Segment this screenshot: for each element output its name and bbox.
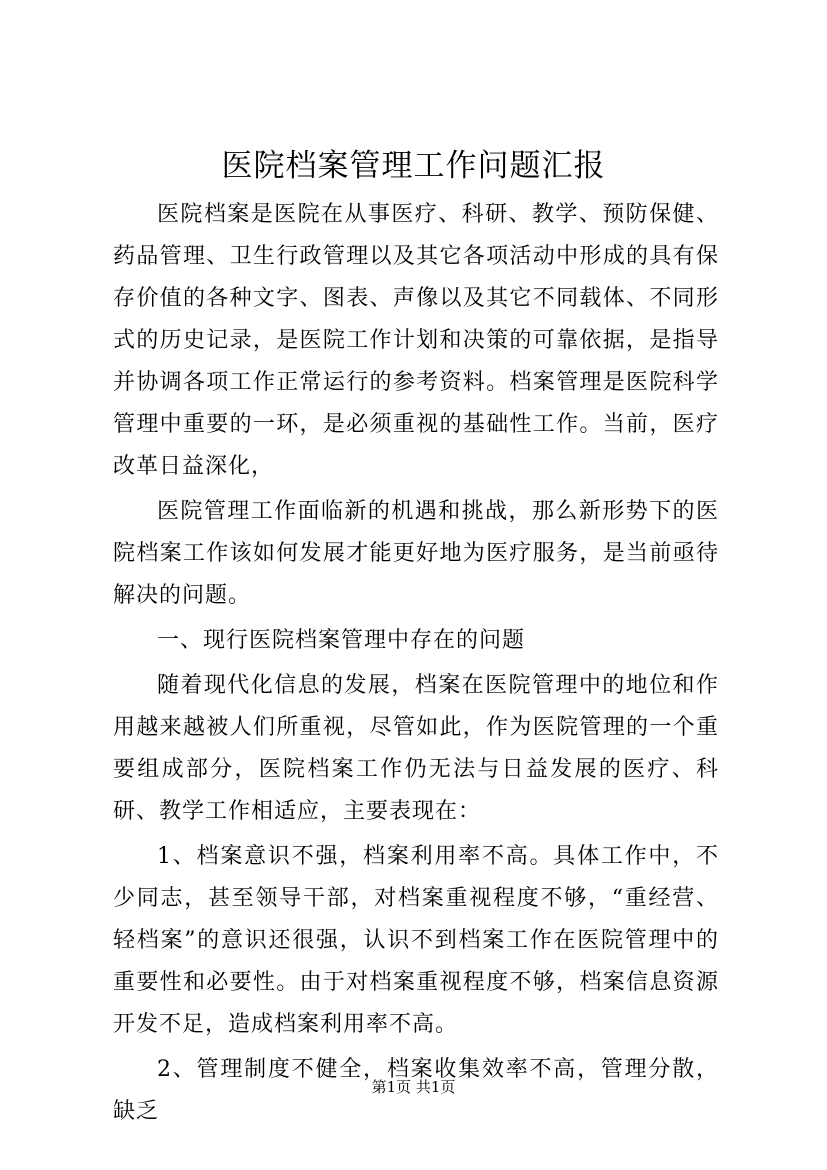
paragraph-point-1: 1、档案意识不强，档案利用率不高。具体工作中，不少同志，甚至领导干部，对档案重视程度不够，“重经营、轻档案”的意识还很强，认识不到档案工作在医院管理中的重要性和必要性。由于对档案重视程度不够，档案信息资源开发不足，造成档案利用率不高。 [113, 844, 719, 1037]
paragraph-challenges: 医院管理工作面临新的机遇和挑战，那么新形势下的医院档案工作该如何发展才能更好地为医疗服务，是当前亟待解决的问题。 [113, 499, 719, 608]
section-heading-problems: 一、现行医院档案管理中存在的问题 [157, 628, 526, 653]
paragraph-point-2: 2、管理制度不健全，档案收集效率不高，管理分散，缺乏 [113, 1057, 719, 1124]
document-title: 医院档案管理工作问题汇报 [221, 148, 606, 184]
paragraph-overview: 随着现代化信息的发展，档案在医院管理中的地位和作用越来越被人们所重视，尽管如此，作为医院管理的一个重要组成部分，医院档案工作仍无法与日益发展的医疗、科研、教学工作相适应，主要表现在： [113, 673, 719, 824]
page-number-footer: 第1页 共1页 [371, 1078, 456, 1096]
paragraph-intro: 医院档案是医院在从事医疗、科研、教学、预防保健、药品管理、卫生行政管理以及其它各项活动中形成的具有保存价值的各种文字、图表、声像以及其它不同载体、不同形式的历史记录，是医院工作计划和决策的可靠依据，是指导并协调各项工作正常运行的参考资料。档案管理是医院科学管理中重要的一环，是必须重视的基础性工作。当前，医疗改革日益深化， [113, 202, 719, 479]
document-body [113, 194, 719, 1136]
